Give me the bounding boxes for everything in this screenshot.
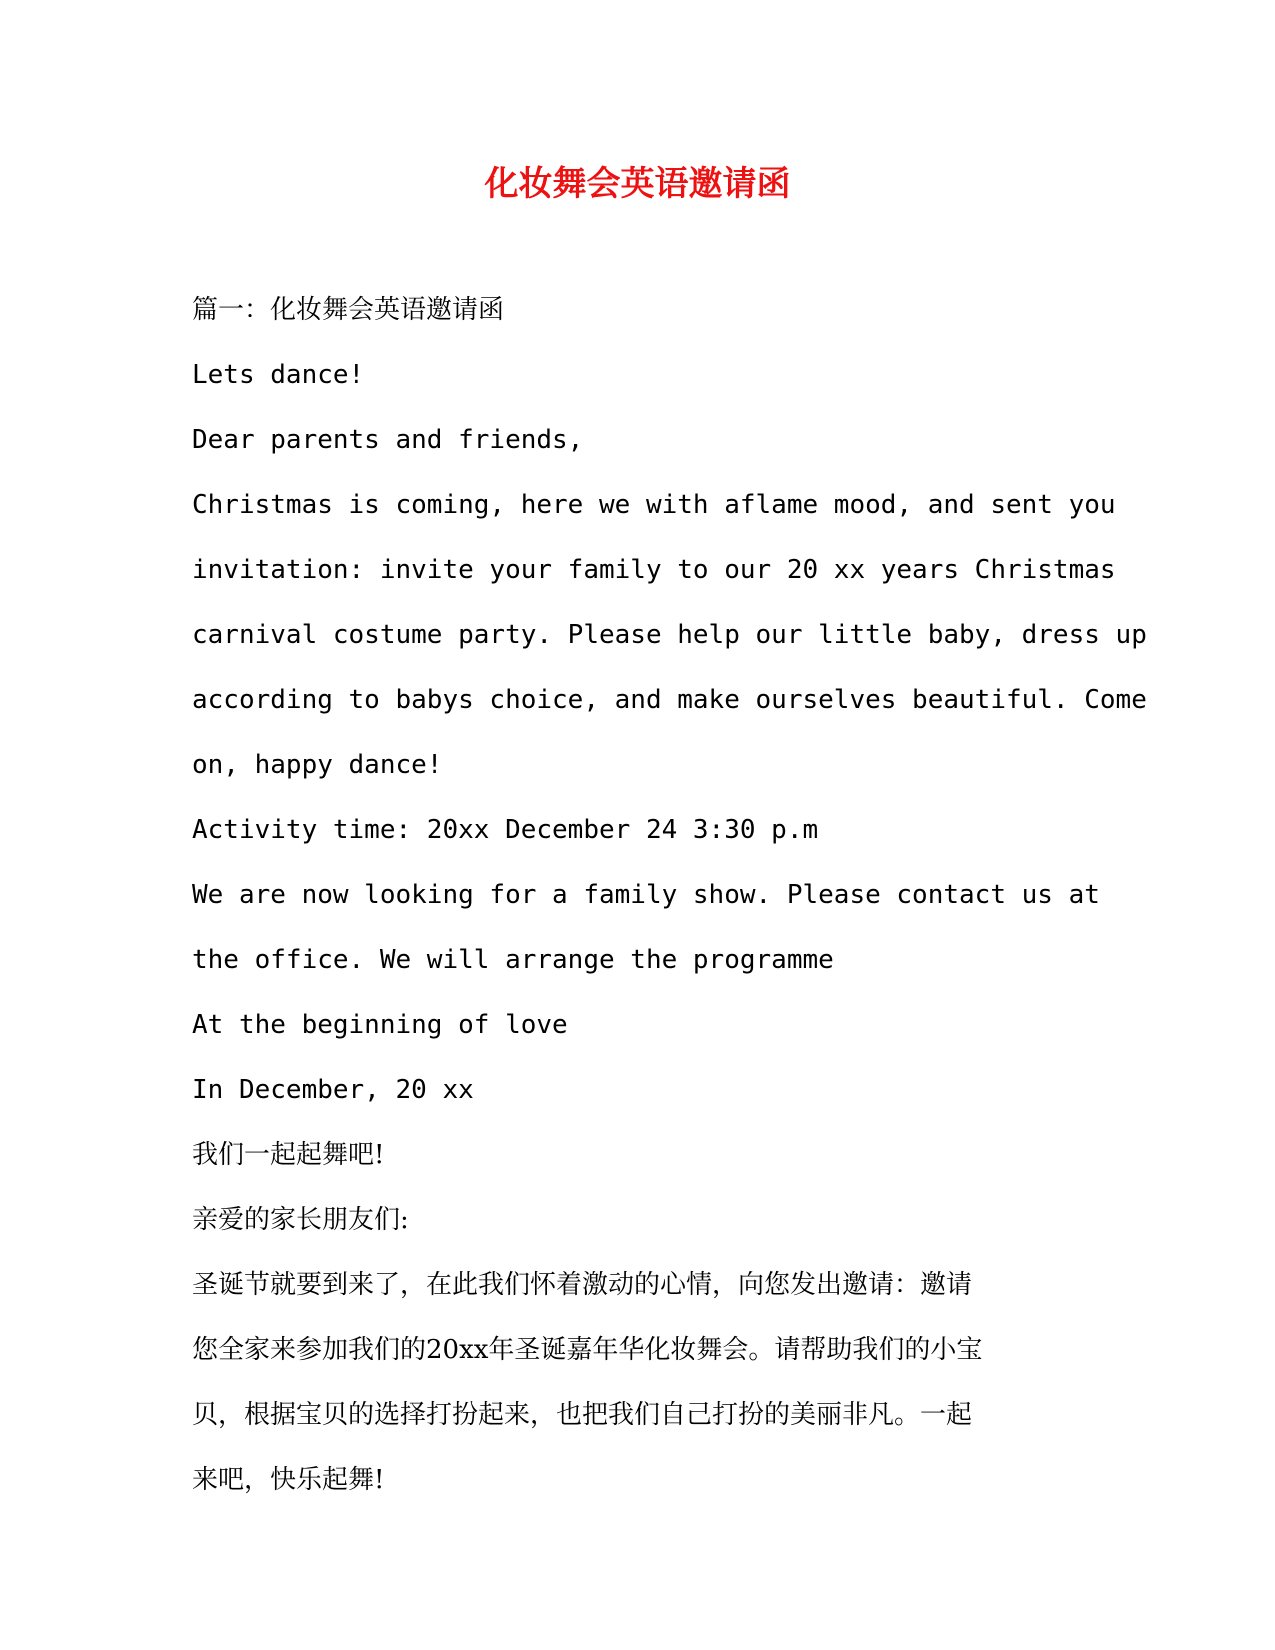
- body-line: 圣诞节就要到来了，在此我们怀着激动的心情，向您发出邀请：邀请: [192, 1270, 973, 1300]
- body-line: Lets dance!: [192, 360, 365, 390]
- body-line: Activity time: 20xx December 24 3:30 p.m: [192, 815, 819, 845]
- body-line: 我们一起起舞吧!: [192, 1140, 385, 1170]
- body-line: 您全家来参加我们的20xx年圣诞嘉年华化妆舞会。请帮助我们的小宝: [192, 1335, 983, 1365]
- document-body: [192, 278, 1147, 1513]
- section-heading: 篇一：化妆舞会英语邀请函: [192, 295, 505, 325]
- body-line: We are now looking for a family show. Please contact us at: [192, 880, 1100, 910]
- body-line: Dear parents and friends,: [192, 425, 584, 455]
- body-line: the office. We will arrange the programme: [192, 945, 834, 975]
- body-line: invitation: invite your family to our 20 xx years Christmas: [192, 555, 1116, 585]
- body-line: carnival costume party. Please help our little baby, dress up: [192, 620, 1147, 650]
- body-line: In December, 20 xx: [192, 1075, 474, 1105]
- body-line: 贝，根据宝贝的选择打扮起来，也把我们自己打扮的美丽非凡。一起: [192, 1400, 973, 1430]
- body-line: on, happy dance!: [192, 750, 443, 780]
- body-line: At the beginning of love: [192, 1010, 568, 1040]
- body-line: 来吧，快乐起舞!: [192, 1465, 385, 1495]
- body-line: Christmas is coming, here we with aflame mood, and sent you: [192, 490, 1116, 520]
- body-line: according to babys choice, and make ourselves beautiful. Come: [192, 685, 1147, 715]
- body-line: 亲爱的家长朋友们:: [192, 1205, 409, 1235]
- document-title: 化妆舞会英语邀请函: [484, 164, 791, 204]
